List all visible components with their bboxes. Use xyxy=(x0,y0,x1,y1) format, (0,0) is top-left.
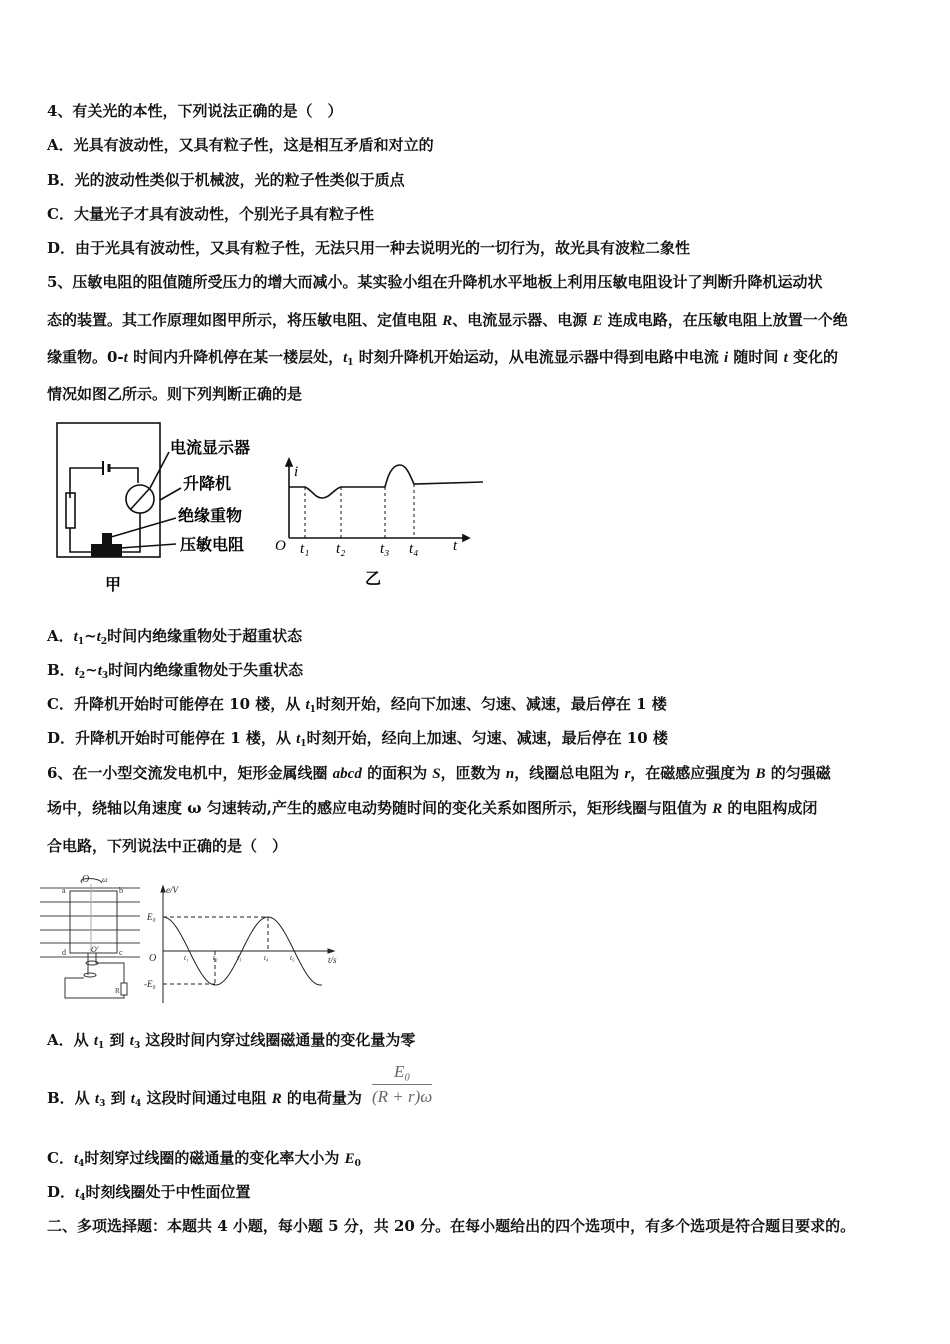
tick-t5: t₅ xyxy=(290,954,295,962)
text-segment: 1 xyxy=(309,705,316,715)
text-segment: 变化的 xyxy=(787,348,838,366)
coil-label-d: d xyxy=(62,948,66,957)
text-segment: t xyxy=(296,731,301,747)
charge-formula xyxy=(372,1062,432,1107)
text-segment: D．升降机开始时可能停在 1 楼，从 xyxy=(47,729,297,747)
q5-option-c xyxy=(47,694,667,720)
text-segment: 4、有关光的本性，下列说法正确的是（ ） xyxy=(47,102,343,120)
text-segment: S xyxy=(432,766,441,782)
axis-label-o-prime: O' xyxy=(91,945,99,954)
tick-t3: t₃ xyxy=(380,541,390,557)
caption-jia: 甲 xyxy=(105,577,122,594)
axis-label-ts: t/s xyxy=(328,955,337,965)
label-meter: 电流显示器 xyxy=(170,440,251,457)
text-segment: 时间内绝缘重物处于失重状态 xyxy=(108,661,304,679)
text-segment: E xyxy=(344,1151,355,1167)
q4-option-b xyxy=(47,170,405,190)
axis-label-e: e/V xyxy=(166,885,178,895)
text-segment: i xyxy=(723,350,729,366)
section-2-heading xyxy=(47,1216,855,1236)
q5-stem-3 xyxy=(47,347,838,373)
text-segment: 6、在一小型交流发电机中，矩形金属线圈 xyxy=(47,764,333,782)
coil-label-b: b xyxy=(119,886,123,895)
tick-t2: t₂ xyxy=(213,954,218,962)
axis-label-i: i xyxy=(294,464,299,480)
coil xyxy=(65,879,127,999)
axis-label-t: t xyxy=(453,538,458,554)
q6-stem-1 xyxy=(47,763,831,784)
current-curve xyxy=(289,465,483,498)
current-time-graph xyxy=(286,459,483,541)
text-segment: ~ xyxy=(84,627,97,645)
formula-numerator: E₀ xyxy=(372,1062,432,1085)
text-segment: 3 xyxy=(101,671,109,681)
text-segment: t xyxy=(343,350,348,366)
formula-denominator: (R + r)ω xyxy=(372,1087,433,1106)
text-segment: 二、多项选择题：本题共 4 小题，每小题 5 分，共 20 分。在每小题给出的四个选项中，有多个选项是符合题目要求的。 xyxy=(47,1217,856,1235)
q5-option-a xyxy=(47,626,302,652)
text-segment: 到 xyxy=(105,1089,131,1107)
q5-stem-2 xyxy=(47,310,848,331)
text-segment: ，在磁感应强度为 xyxy=(630,764,756,782)
emf-time-graph xyxy=(161,886,334,1003)
text-segment: R xyxy=(271,1091,282,1107)
text-segment: A．光具有波动性，又具有粒子性，这是相互矛盾和对立的 xyxy=(47,136,434,154)
caption-yi: 乙 xyxy=(365,571,382,588)
text-segment: ，匝数为 xyxy=(440,764,506,782)
text-segment: C． xyxy=(47,1149,74,1167)
text-segment: 、电流显示器、电源 xyxy=(452,311,593,329)
text-segment: 2 xyxy=(100,637,108,647)
text-segment: 连成电路，在压敏电阻上放置一个绝 xyxy=(602,311,848,329)
text-segment: D． xyxy=(47,1183,76,1201)
text-segment: D．由于光具有波动性，又具有粒子性，无法只用一种去说明光的一切行为，故光具有波粒二象性 xyxy=(47,239,691,257)
text-segment: 随时间 xyxy=(728,348,784,366)
text-segment: t xyxy=(75,1185,80,1201)
tick-t4: t₄ xyxy=(264,954,269,962)
text-segment: 的匀强磁 xyxy=(765,764,831,782)
q6-stem-2 xyxy=(47,798,817,819)
coil-label-c: c xyxy=(119,948,123,957)
text-segment: t xyxy=(96,629,101,645)
text-segment: ，线圈总电阻为 xyxy=(514,764,625,782)
text-segment: B． xyxy=(47,661,75,679)
text-segment: 1 xyxy=(77,637,85,647)
text-segment: 情况如图乙所示。则下列判断正确的是 xyxy=(47,385,303,403)
text-segment: r xyxy=(624,766,631,782)
text-segment: t xyxy=(130,1091,135,1107)
current-meter xyxy=(126,485,154,513)
text-segment: A． xyxy=(47,627,74,645)
axis-label-o: O xyxy=(82,874,90,885)
text-segment: 这段时间内穿过线圈磁通量的变化量为零 xyxy=(140,1031,416,1049)
resistor xyxy=(66,493,75,528)
text-segment: 合电路，下列说法中正确的是（ ） xyxy=(47,837,288,855)
text-segment: n xyxy=(505,766,515,782)
text-segment: t xyxy=(305,697,310,713)
text-segment: 4 xyxy=(79,1193,86,1203)
q4-option-c xyxy=(47,204,374,224)
text-segment: 3 xyxy=(133,1041,141,1051)
text-segment: 缘重物。0- xyxy=(47,348,124,366)
q6-stem-3 xyxy=(47,836,287,856)
omega-label: ω xyxy=(102,875,108,884)
pressure-sensor xyxy=(91,544,122,557)
text-segment: B xyxy=(755,766,766,782)
text-segment: t xyxy=(93,1033,99,1049)
tick-t4: t₄ xyxy=(409,541,419,557)
label-sensor: 压敏电阻 xyxy=(180,537,245,554)
tick-t3: t₃ xyxy=(237,954,242,962)
text-segment: 时刻穿过线圈的磁通量的变化率大小为 xyxy=(84,1149,345,1167)
label-neg-e0: -E₀ xyxy=(144,979,156,989)
text-segment: t xyxy=(74,663,79,679)
q6-option-d xyxy=(47,1182,250,1208)
text-segment: A．从 xyxy=(47,1031,94,1049)
origin-label: O xyxy=(275,538,286,554)
text-segment: R xyxy=(712,801,723,817)
text-segment: 3 xyxy=(99,1099,106,1109)
text-segment: abcd xyxy=(332,766,362,782)
resistor-label: R xyxy=(115,987,120,995)
q5-stem-4 xyxy=(47,384,302,404)
text-segment: E xyxy=(592,313,603,329)
label-e0: E₀ xyxy=(147,912,156,922)
q6-option-b xyxy=(47,1088,362,1114)
text-segment: 的电荷量为 xyxy=(281,1089,362,1107)
q5-option-d xyxy=(47,728,668,754)
q4-option-d xyxy=(47,238,690,258)
text-segment: 1 xyxy=(347,358,354,368)
tick-t1: t₁ xyxy=(300,541,310,557)
q5-option-b xyxy=(47,660,303,686)
q5-stem-1 xyxy=(47,272,822,292)
emf-curve xyxy=(163,917,322,985)
label-weight: 绝缘重物 xyxy=(178,508,243,525)
coil-label-a: a xyxy=(62,886,66,895)
text-segment: B．光的波动性类似于机械波，光的粒子性类似于质点 xyxy=(47,171,405,189)
text-segment: C．升降机开始时可能停在 10 楼，从 xyxy=(47,695,306,713)
text-segment: 1 xyxy=(98,1041,105,1051)
q6-option-c xyxy=(47,1148,361,1174)
text-segment: 这段时间通过电阻 xyxy=(141,1089,272,1107)
text-segment: 0 xyxy=(354,1159,361,1169)
magnetic-field-lines xyxy=(40,888,140,957)
text-segment: t xyxy=(97,663,102,679)
text-segment: 1 xyxy=(300,739,307,749)
text-segment: 态的装置。其工作原理如图甲所示，将压敏电阻、定值电阻 xyxy=(47,311,443,329)
text-segment: 2 xyxy=(78,671,86,681)
text-segment: 时间内绝缘重物处于超重状态 xyxy=(107,627,303,645)
text-segment: t xyxy=(129,1033,134,1049)
text-segment: 时刻线圈处于中性面位置 xyxy=(85,1183,251,1201)
text-segment: 时刻升降机开始运动，从电流显示器中得到电路中电流 xyxy=(353,348,724,366)
origin-label-2: O xyxy=(149,953,157,964)
text-segment: 时刻开始，经向上加速、匀速、减速，最后停在 10 楼 xyxy=(306,729,668,747)
text-segment: 4 xyxy=(78,1159,85,1169)
insulated-weight xyxy=(102,533,112,544)
text-segment: 时刻开始，经向下加速、匀速、减速，最后停在 1 楼 xyxy=(315,695,667,713)
tick-t1: t₁ xyxy=(184,954,189,962)
text-segment: ~ xyxy=(85,661,98,679)
circuit-diagram xyxy=(57,423,181,557)
q4-option-a xyxy=(47,135,434,155)
tick-t2: t₂ xyxy=(336,541,346,557)
text-segment: 的电阻构成闭 xyxy=(722,799,818,817)
text-segment: R xyxy=(442,313,453,329)
text-segment: t xyxy=(783,350,788,366)
q4-stem xyxy=(47,101,342,121)
text-segment: 时间内升降机停在某一楼层处， xyxy=(127,348,344,366)
text-segment: t xyxy=(73,1151,79,1167)
text-segment: 4 xyxy=(134,1099,142,1109)
text-segment: 场中，绕轴以角速度 ω 匀速转动,产生的感应电动势随时间的变化关系如图所示，矩形线圈与阻值为 xyxy=(47,799,713,817)
label-elevator: 升降机 xyxy=(183,476,232,493)
text-segment: B．从 xyxy=(47,1089,95,1107)
text-segment: t xyxy=(73,629,78,645)
text-segment: 到 xyxy=(104,1031,130,1049)
q6-option-a xyxy=(47,1030,415,1056)
text-segment: 5、压敏电阻的阻值随所受压力的增大而减小。某实验小组在升降机水平地板上利用压敏电阻设计了判断升降机运动状 xyxy=(47,273,823,291)
text-segment: C．大量光子才具有波动性，个别光子具有粒子性 xyxy=(47,205,374,223)
text-segment: t xyxy=(94,1091,100,1107)
text-segment: 的面积为 xyxy=(361,764,433,782)
text-segment: t xyxy=(123,350,128,366)
